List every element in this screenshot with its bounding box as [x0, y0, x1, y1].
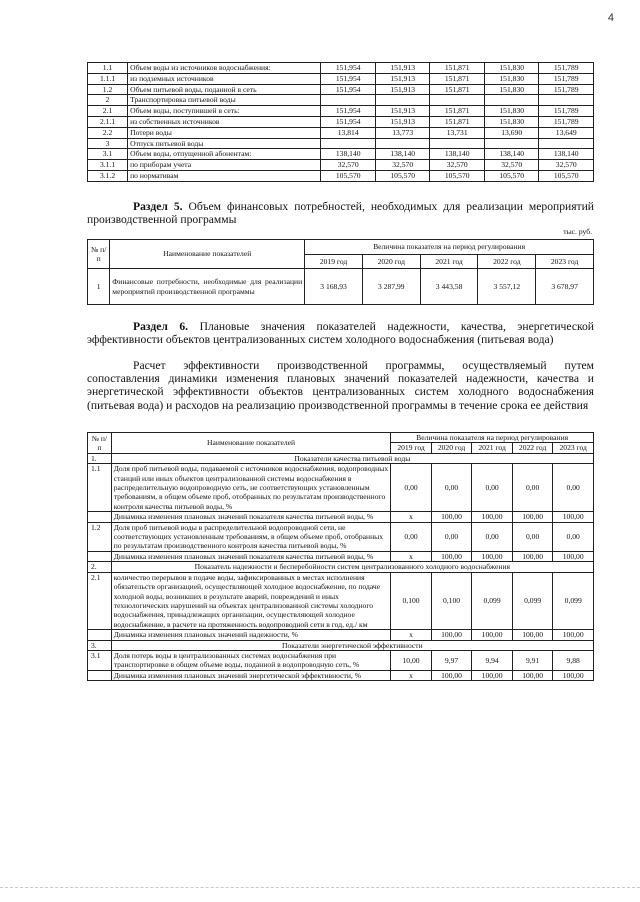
- row-number: 2: [88, 95, 128, 106]
- row-number: [88, 512, 112, 522]
- row-name: Объем воды, отпущенной абонентам:: [128, 149, 321, 160]
- row-value: 100,00: [512, 512, 553, 522]
- row-value: 32,570: [430, 160, 485, 171]
- table-row: [88, 670, 594, 680]
- row-value: 9,97: [431, 650, 472, 670]
- row-name: Динамика изменения плановых значений энергетической эффективности, %: [111, 670, 391, 680]
- row-value: 100,00: [472, 512, 513, 522]
- row-value: [484, 138, 539, 149]
- table-row: [88, 512, 594, 522]
- row-number: 1: [88, 269, 110, 305]
- row-value: [430, 138, 485, 149]
- row-number: 2.2: [88, 127, 128, 138]
- row-value: 0,100: [431, 572, 472, 629]
- row-value: 151,954: [321, 63, 376, 74]
- row-value: 151,830: [484, 106, 539, 117]
- row-value: 0,00: [472, 464, 513, 512]
- row-value: 151,913: [375, 73, 430, 84]
- row-name: Потери воды: [128, 127, 321, 138]
- row-value: 105,570: [484, 170, 539, 181]
- section5-title: Объем финансовых потребностей, необходимых для реализации мероприятий производственной программы: [87, 200, 595, 226]
- row-value: 0,00: [553, 464, 594, 512]
- row-value: [321, 138, 376, 149]
- row-value: 32,570: [321, 160, 376, 171]
- table-row: [88, 116, 594, 127]
- row-value: 151,871: [430, 84, 485, 95]
- table-row: [88, 522, 594, 551]
- section6-heading: [87, 320, 594, 346]
- row-value: 151,954: [321, 116, 376, 127]
- row-value: 3 168,93: [305, 269, 363, 305]
- row-value: 3 678,97: [536, 269, 594, 305]
- row-name: Отпуск питьевой воды: [128, 138, 321, 149]
- header-period: Величина показателя на период регулирования: [305, 240, 594, 255]
- row-name: из подземных источников: [128, 73, 321, 84]
- row-value: 9,88: [553, 650, 594, 670]
- page-number: 4: [607, 12, 614, 24]
- indicators-table: [87, 432, 594, 681]
- table-row: [88, 650, 594, 670]
- year-header: 2020 год: [431, 443, 472, 453]
- row-value: [484, 95, 539, 106]
- row-value: 100,00: [431, 670, 472, 680]
- row-value: 0,00: [391, 522, 431, 551]
- section6-title: Плановые значения показателей надежности, качества, энергетической эффективности объектов централизованных систем холодного водоснабжения (питьевая вода): [87, 320, 595, 346]
- row-value: x: [391, 670, 431, 680]
- row-value: 0,00: [391, 464, 431, 512]
- year-header: 2023 год: [553, 443, 594, 453]
- row-value: 151,830: [484, 84, 539, 95]
- row-name: по приборам учета: [128, 160, 321, 171]
- year-header: 2022 год: [478, 255, 536, 269]
- row-value: 100,00: [553, 551, 594, 561]
- row-value: 0,00: [431, 522, 472, 551]
- row-value: 0,100: [391, 572, 431, 629]
- row-value: 151,789: [539, 116, 594, 127]
- row-name: Доля проб питьевой воды, подаваемой с источников водоснабжения, водопроводных станций или иных объектов централизованной системы водоснабжения в распределительную водопроводную сеть, не соответствующих установленным требованиям, в общем объеме проб, отобранных по результатам производственного контроля качества питьевой воды, %: [111, 464, 391, 512]
- header-name: Наименование показателей: [110, 240, 305, 269]
- row-name: по нормативам: [128, 170, 321, 181]
- row-name: Динамика изменения плановых значений показателя качества питьевой воды, %: [111, 551, 391, 561]
- section6-paragraph: Расчет эффективности производственной программы, осуществляемый путем сопоставления динамики изменения плановых значений показателей надежности, качества и энергетической эффективности объектов централизованных систем холодного водоснабжения (питьевая вода) и расходов на реализацию производственной программы в течение срока ее действия: [87, 359, 594, 412]
- row-value: [375, 95, 430, 106]
- section6-label: Раздел 6.: [133, 320, 189, 333]
- row-name: Доля потерь воды в централизованных системах водоснабжения при транспортировке в общем объеме воды, поданной в водопроводную сеть, %: [111, 650, 391, 670]
- row-value: 32,570: [375, 160, 430, 171]
- section-row: [88, 562, 594, 572]
- row-value: 151,830: [484, 73, 539, 84]
- section-number: 2.: [88, 562, 112, 572]
- row-number: 1.1: [88, 63, 128, 74]
- row-value: 0,099: [512, 572, 553, 629]
- table-row: [88, 63, 594, 74]
- table-row: [88, 84, 594, 95]
- page-bottom-divider: [0, 887, 640, 888]
- row-number: 2.1: [88, 106, 128, 117]
- row-name: Объем питьевой воды, поданной в сеть: [128, 84, 321, 95]
- row-value: 100,00: [472, 670, 513, 680]
- row-value: [539, 138, 594, 149]
- row-value: 105,570: [430, 170, 485, 181]
- row-name: из собственных источников: [128, 116, 321, 127]
- row-value: 105,570: [321, 170, 376, 181]
- row-value: 0,00: [472, 522, 513, 551]
- table-row: [88, 138, 594, 149]
- row-value: 151,789: [539, 106, 594, 117]
- section-row: [88, 640, 594, 650]
- header-name: Наименование показателей: [111, 433, 391, 454]
- row-value: 151,789: [539, 84, 594, 95]
- row-number: 1.2: [88, 84, 128, 95]
- row-name: Объем воды, поступившей в сеть:: [128, 106, 321, 117]
- row-value: 0,00: [553, 522, 594, 551]
- row-value: 9,91: [512, 650, 553, 670]
- row-value: 151,871: [430, 116, 485, 127]
- row-value: 32,570: [539, 160, 594, 171]
- row-value: 100,00: [553, 630, 594, 640]
- table-row: [88, 73, 594, 84]
- row-value: 10,00: [391, 650, 431, 670]
- header-num: № п/п: [88, 433, 112, 454]
- row-name: Объем воды из источников водоснабжения:: [128, 63, 321, 74]
- row-value: 138,140: [321, 149, 376, 160]
- row-value: 100,00: [431, 551, 472, 561]
- row-value: 105,570: [539, 170, 594, 181]
- row-value: 100,00: [472, 630, 513, 640]
- row-value: 151,830: [484, 63, 539, 74]
- row-number: 3: [88, 138, 128, 149]
- section-row: [88, 453, 594, 463]
- row-value: 100,00: [512, 551, 553, 561]
- row-value: 0,099: [553, 572, 594, 629]
- row-value: 151,871: [430, 63, 485, 74]
- section5-heading: [87, 200, 594, 226]
- row-number: 1.1: [88, 464, 112, 512]
- table-row: [88, 170, 594, 181]
- row-number: 2.1: [88, 572, 112, 629]
- row-number: 1.1.1: [88, 73, 128, 84]
- row-number: 3.1: [88, 149, 128, 160]
- section5-label: Раздел 5.: [133, 200, 183, 213]
- row-number: 3.1: [88, 650, 112, 670]
- row-value: x: [391, 512, 431, 522]
- section-title: Показатели энергетической эффективности: [111, 640, 593, 650]
- row-value: 151,913: [375, 106, 430, 117]
- row-value: 151,871: [430, 106, 485, 117]
- row-number: 2.1.1: [88, 116, 128, 127]
- section-title: Показатель надежности и бесперебойности систем централизованного холодного водоснабжения: [111, 562, 593, 572]
- row-name: Финансовые потребности, необходимые для реализации мероприятий производственной программы: [110, 269, 305, 305]
- row-value: [375, 138, 430, 149]
- row-value: 100,00: [512, 670, 553, 680]
- year-header: 2019 год: [391, 443, 431, 453]
- row-value: 100,00: [512, 630, 553, 640]
- row-value: 0,00: [512, 522, 553, 551]
- row-value: 151,789: [539, 63, 594, 74]
- table-row: [88, 464, 594, 512]
- year-header: 2022 год: [512, 443, 553, 453]
- row-value: 151,913: [375, 63, 430, 74]
- row-value: x: [391, 630, 431, 640]
- row-value: 138,140: [375, 149, 430, 160]
- row-value: 100,00: [553, 512, 594, 522]
- section-title: Показатели качества питьевой воды: [111, 453, 593, 463]
- row-value: 3 443,58: [420, 269, 478, 305]
- row-value: 151,789: [539, 73, 594, 84]
- row-value: 138,140: [484, 149, 539, 160]
- header-num: № п/п: [88, 240, 110, 269]
- row-name: Транспортировка питьевой воды: [128, 95, 321, 106]
- table-row: [88, 106, 594, 117]
- row-value: 138,140: [539, 149, 594, 160]
- row-value: [430, 95, 485, 106]
- row-value: 100,00: [431, 512, 472, 522]
- table-row: [88, 551, 594, 561]
- year-header: 2023 год: [536, 255, 594, 269]
- row-value: x: [391, 551, 431, 561]
- year-header: 2020 год: [362, 255, 420, 269]
- year-header: 2019 год: [305, 255, 363, 269]
- row-value: 13,731: [430, 127, 485, 138]
- row-value: 151,871: [430, 73, 485, 84]
- row-value: 151,913: [375, 116, 430, 127]
- row-value: 3 287,99: [362, 269, 420, 305]
- section-number: 1.: [88, 453, 112, 463]
- row-value: 100,00: [431, 630, 472, 640]
- row-number: [88, 630, 112, 640]
- row-value: 151,913: [375, 84, 430, 95]
- table-row: [88, 127, 594, 138]
- row-name: количество перерывов в подаче воды, зафиксированных в местах исполнения обязательств организацией, осуществляющей холодное водоснабжение, по подаче холодной воды, возникших в результате аварий, повреждений и иных технологических нарушений на объектах централизованной системы холодного водоснабжения, принадлежащих организации, осуществляющей холодное водоснабжение, в расчете на протяженность водопроводной сети в год, ед./ км: [111, 572, 391, 629]
- row-number: 3.1.1: [88, 160, 128, 171]
- row-name: Доля проб питьевой воды в распределительной водопроводной сети, не соответствующих установленным требованиям, в общем объеме проб, отобранных по результатам производственного контроля качества питьевой воды, %: [111, 522, 391, 551]
- row-value: [321, 95, 376, 106]
- row-value: 3 557,12: [478, 269, 536, 305]
- table-row: [88, 160, 594, 171]
- table-row: [88, 95, 594, 106]
- row-number: [88, 551, 112, 561]
- row-value: 100,00: [472, 551, 513, 561]
- row-value: 0,00: [431, 464, 472, 512]
- financial-needs-table: [87, 239, 594, 305]
- row-value: 13,773: [375, 127, 430, 138]
- row-value: [539, 95, 594, 106]
- unit-label: тыс. руб.: [563, 227, 592, 236]
- row-value: 0,099: [472, 572, 513, 629]
- row-name: Динамика изменения плановых значений надежности, %: [111, 630, 391, 640]
- row-value: 151,954: [321, 84, 376, 95]
- row-value: 13,649: [539, 127, 594, 138]
- table-row: [88, 572, 594, 629]
- row-value: 0,00: [512, 464, 553, 512]
- table-row: [88, 149, 594, 160]
- row-value: 151,830: [484, 116, 539, 127]
- row-value: 9,94: [472, 650, 513, 670]
- row-value: 138,140: [430, 149, 485, 160]
- row-value: 100,00: [553, 670, 594, 680]
- water-balance-table: [87, 62, 594, 182]
- row-value: 105,570: [375, 170, 430, 181]
- section-number: 3.: [88, 640, 112, 650]
- year-header: 2021 год: [420, 255, 478, 269]
- table-row: [88, 630, 594, 640]
- row-value: 32,570: [484, 160, 539, 171]
- row-value: 151,954: [321, 73, 376, 84]
- row-number: 1.2: [88, 522, 112, 551]
- row-name: Динамика изменения плановых значений показателя качества питьевой воды, %: [111, 512, 391, 522]
- row-value: 151,954: [321, 106, 376, 117]
- row-value: 13,690: [484, 127, 539, 138]
- row-number: [88, 670, 112, 680]
- year-header: 2021 год: [472, 443, 513, 453]
- row-value: 13,814: [321, 127, 376, 138]
- row-number: 3.1.2: [88, 170, 128, 181]
- header-period: Величина показателя на период регулирования: [391, 433, 594, 443]
